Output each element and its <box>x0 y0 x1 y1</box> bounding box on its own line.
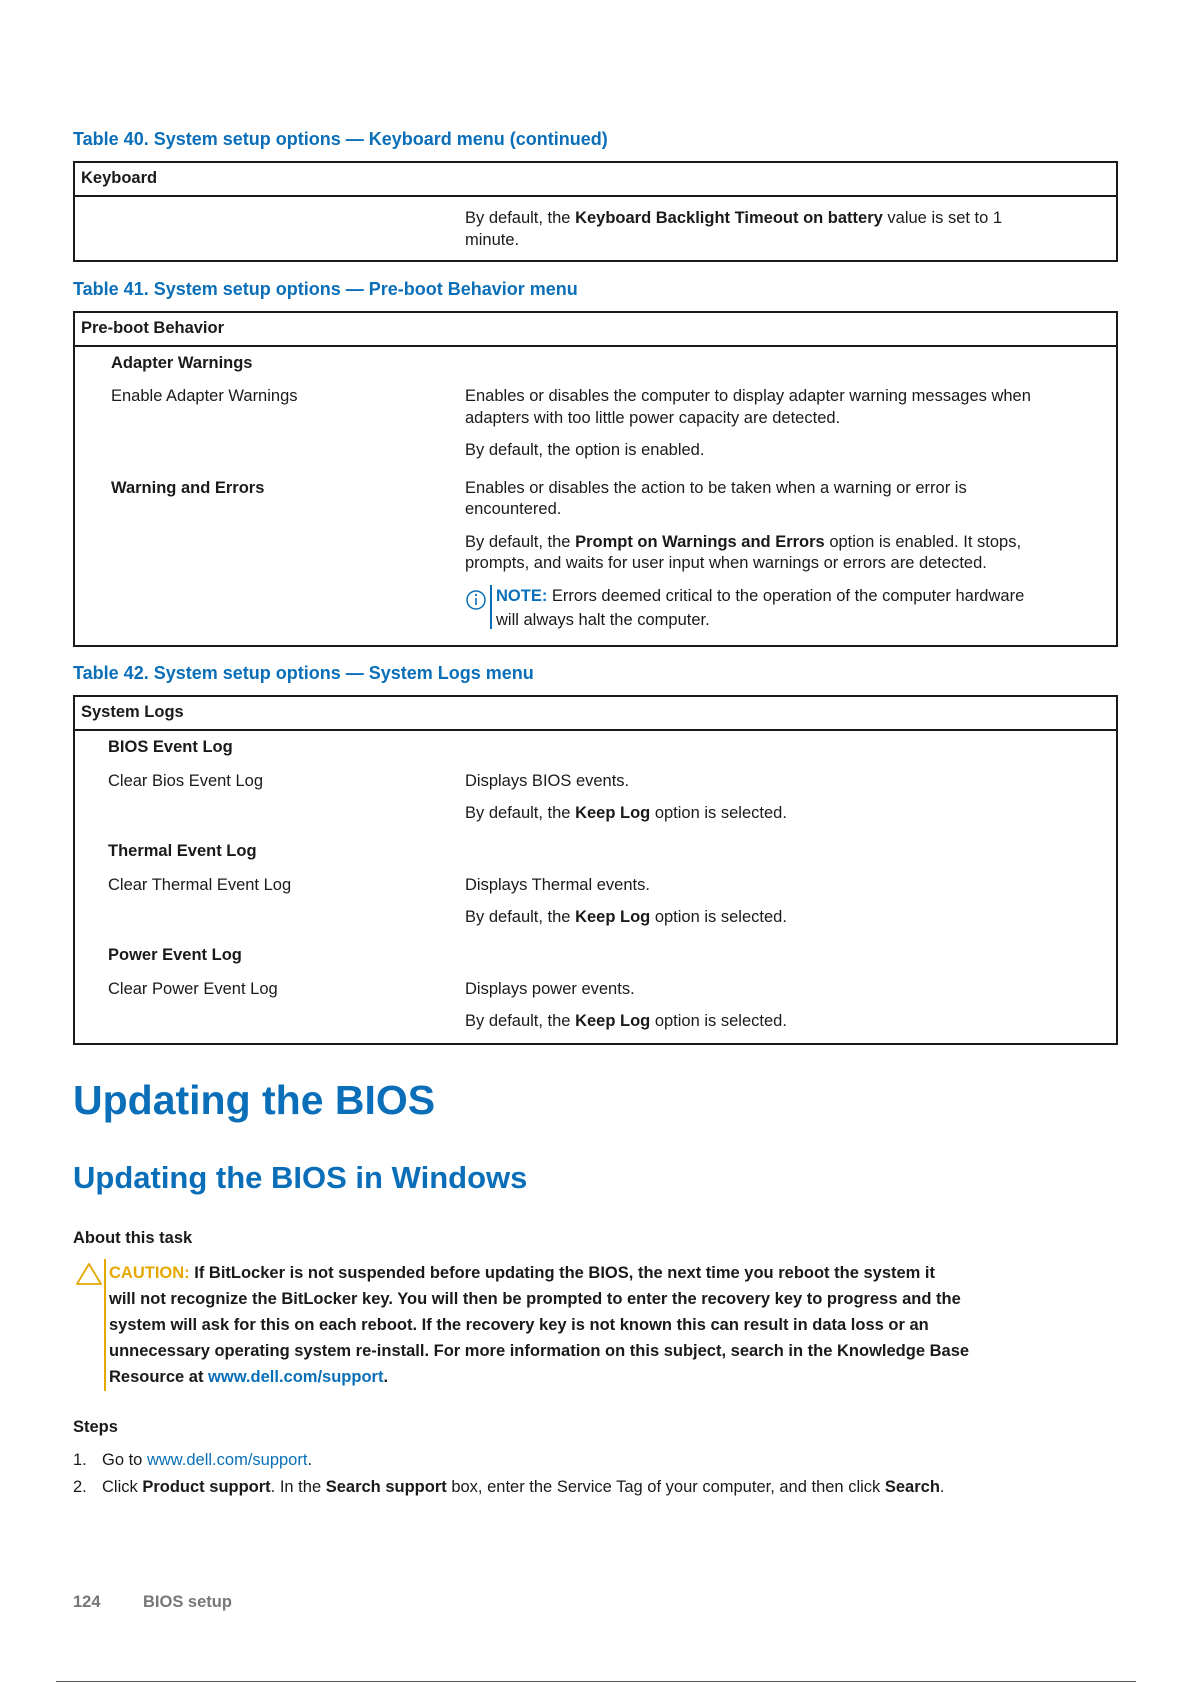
warning-errors-heading: Warning and Errors <box>111 479 265 497</box>
warning-triangle-icon <box>75 1262 103 1286</box>
step-1-number: 1. <box>73 1451 87 1469</box>
step-2-number: 2. <box>73 1478 87 1496</box>
adapter-default: By default, the option is enabled. <box>465 441 705 459</box>
steps-heading: Steps <box>73 1418 118 1436</box>
note-line1: NOTE: Errors deemed critical to the operation of the computer hardware <box>496 587 1025 605</box>
clear-bios-event-log-option: Clear Bios Event Log <box>108 772 264 790</box>
adapter-desc-line2: adapters with too little power capacity are detected. <box>465 409 841 427</box>
section-title: Updating the BIOS in Windows <box>73 1160 528 1195</box>
warn-desc-line1: Enables or disables the action to be taken when a warning or error is <box>465 479 967 497</box>
note-line2: will always halt the computer. <box>496 611 710 629</box>
note-bar <box>490 585 492 629</box>
power-event-default: By default, the Keep Log option is selected. <box>465 1012 787 1030</box>
footer-rule <box>56 1681 1136 1682</box>
page-title: Updating the BIOS <box>73 1077 436 1123</box>
adapter-warnings-heading: Adapter Warnings <box>111 354 253 372</box>
warn-desc-line2: encountered. <box>465 500 562 518</box>
page-number: 124 <box>73 1593 101 1611</box>
footer-section: BIOS setup <box>143 1593 232 1611</box>
caution-line1: CAUTION: If BitLocker is not suspended before updating the BIOS, the next time you reboot the system it <box>109 1264 936 1282</box>
info-icon <box>465 589 487 611</box>
step-1: Go to www.dell.com/support. <box>102 1451 313 1469</box>
table42-header: System Logs <box>75 697 1116 731</box>
table40-desc: By default, the Keyboard Backlight Timeout on battery value is set to 1 <box>465 209 1003 227</box>
bios-event-desc: Displays BIOS events. <box>465 772 630 790</box>
table40-header: Keyboard <box>75 163 1116 197</box>
thermal-event-default: By default, the Keep Log option is selected. <box>465 908 787 926</box>
caution-line3: system will ask for this on each reboot. If the recovery key is not known this can result in data loss or an <box>109 1316 929 1334</box>
table40-caption: Table 40. System setup options — Keyboard menu (continued) <box>73 129 608 149</box>
table41-caption: Table 41. System setup options — Pre-boot Behavior menu <box>73 279 578 299</box>
thermal-event-log-heading: Thermal Event Log <box>108 842 257 860</box>
caution-line4: unnecessary operating system re-install. For more information on this subject, search in the Knowledge Base <box>109 1342 970 1360</box>
clear-power-event-log-option: Clear Power Event Log <box>108 980 278 998</box>
adapter-desc-line1: Enables or disables the computer to display adapter warning messages when <box>465 387 1031 405</box>
caution-line2: will not recognize the BitLocker key. You will then be prompted to enter the recovery key to progress and the <box>109 1290 961 1308</box>
step-2: Click Product support. In the Search support box, enter the Service Tag of your computer, and then click Search. <box>102 1478 945 1496</box>
table40 <box>73 161 1118 262</box>
warn-default-line2: prompts, and waits for user input when warnings or errors are detected. <box>465 554 987 572</box>
caution-support-link[interactable]: www.dell.com/support <box>208 1368 384 1386</box>
power-event-log-heading: Power Event Log <box>108 946 242 964</box>
bios-event-default: By default, the Keep Log option is selected. <box>465 804 787 822</box>
caution-block <box>109 1260 969 1390</box>
table42-caption: Table 42. System setup options — System Logs menu <box>73 663 534 683</box>
caution-line5: Resource at www.dell.com/support. <box>109 1368 389 1386</box>
bios-event-log-heading: BIOS Event Log <box>108 738 233 756</box>
clear-thermal-event-log-option: Clear Thermal Event Log <box>108 876 292 894</box>
step-1-support-link[interactable]: www.dell.com/support <box>146 1451 308 1469</box>
caution-bar <box>104 1259 106 1391</box>
enable-adapter-warnings-option: Enable Adapter Warnings <box>111 387 298 405</box>
table41-header: Pre-boot Behavior <box>75 313 1116 347</box>
table40-desc-line2: minute. <box>465 231 520 249</box>
table41 <box>73 311 1118 647</box>
table42 <box>73 695 1118 1045</box>
thermal-event-desc: Displays Thermal events. <box>465 876 650 894</box>
warn-default: By default, the Prompt on Warnings and Errors option is enabled. It stops, <box>465 533 1022 551</box>
about-heading: About this task <box>73 1229 193 1247</box>
power-event-desc: Displays power events. <box>465 980 635 998</box>
